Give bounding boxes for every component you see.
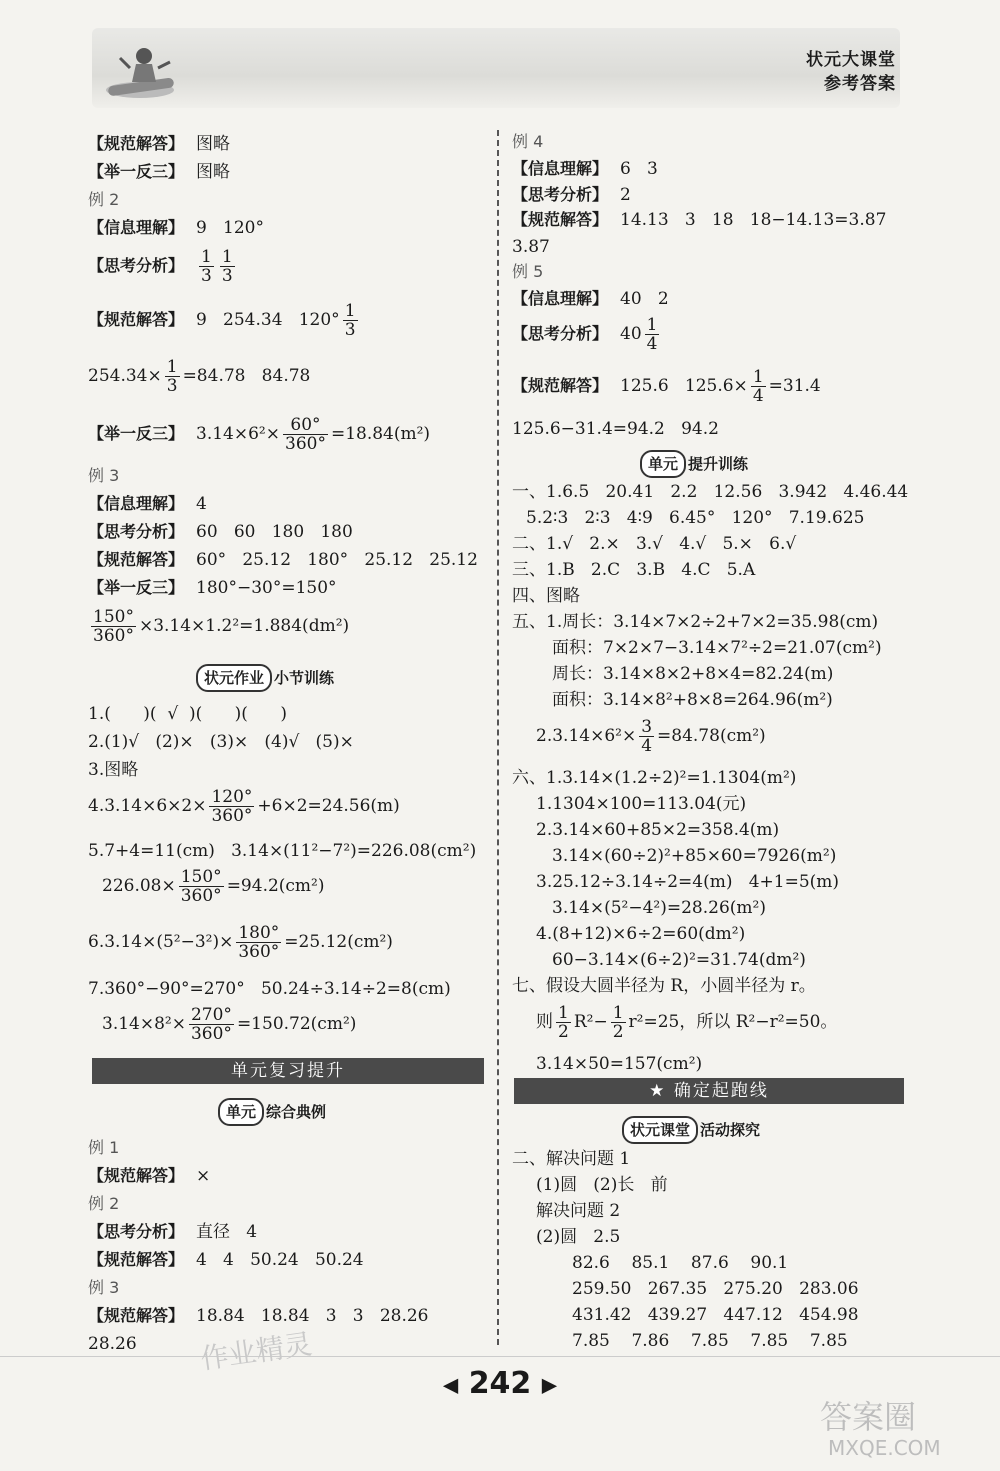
section-bar-starting-line [514, 1078, 904, 1104]
answer-key-label: 【举一反三】 [88, 162, 185, 181]
answer-line [88, 1165, 210, 1187]
answer-line [512, 316, 662, 353]
answer-line [88, 788, 400, 825]
answer-key-label: 【信息理解】 [88, 218, 185, 237]
answer-line [512, 1148, 630, 1170]
answer-text: 259.50 267.35 275.20 283.06 [572, 1279, 859, 1299]
brand-line-1: 状元大课堂 [806, 50, 896, 70]
answer-line [88, 416, 430, 453]
section-badge: 状元作业 [196, 664, 272, 692]
watermark-stamp: 作业精灵 [198, 1327, 314, 1376]
answer-key-label: 【信息理解】 [512, 159, 609, 178]
answer-key-label: 【举一反三】 [88, 424, 185, 443]
fraction-denominator: 360° [238, 942, 280, 962]
answer-text: 二、解决问题 1 [512, 1149, 631, 1169]
fraction [645, 316, 660, 353]
answer-key-label: 【信息理解】 [512, 289, 609, 308]
answer-text: 254.34× [88, 366, 162, 386]
answer-line [88, 1249, 364, 1271]
answer-line [88, 1333, 137, 1355]
answer-text: 180°−30°=150° [196, 578, 337, 598]
answer-key-label: 【思考分析】 [88, 522, 185, 541]
answer-line [88, 521, 353, 543]
fraction-denominator: 360° [211, 806, 253, 826]
example-label-text: 例 3 [88, 1278, 120, 1297]
answer-line [512, 533, 796, 555]
fraction-denominator: 2 [558, 1022, 569, 1042]
fraction-denominator: 2 [612, 1022, 624, 1042]
answer-text: =84.78 84.78 [182, 366, 311, 386]
answer-text: 面积：7×2×7−3.14×7²÷2=21.07(cm²) [552, 638, 882, 658]
answer-text: 60° 25.12 180° 25.12 25.12 [196, 550, 478, 570]
answer-line [536, 819, 779, 841]
answer-text: =150.72(cm²) [236, 1014, 357, 1034]
answer-key-label: 【规范解答】 [88, 134, 185, 153]
answer-line [88, 608, 349, 645]
section-title: 提升训练 [688, 455, 749, 473]
answer-line [88, 978, 451, 1000]
answer-line [512, 481, 908, 503]
answer-line [88, 759, 138, 781]
answer-line [572, 1278, 859, 1300]
fraction-numerator: 1 [344, 301, 356, 321]
footer-rule [0, 1356, 1000, 1357]
answer-text: 解决问题 2 [536, 1201, 621, 1221]
example-label-text: 例 3 [88, 466, 120, 485]
answer-line [536, 1226, 620, 1248]
answer-text: 五、1.周长：3.14×7×2÷2+7×2=35.98(cm) [512, 612, 879, 632]
section-heading-examples [218, 1098, 326, 1126]
answer-key-label: 【规范解答】 [88, 1306, 185, 1325]
fraction-numerator: 1 [201, 247, 212, 267]
example-label-text: 例 4 [512, 132, 544, 151]
example-label-text: 例 2 [88, 190, 120, 209]
answer-text: 3.14×8²× [102, 1014, 186, 1034]
section-badge: 单元 [640, 450, 686, 478]
answer-line [552, 663, 833, 685]
answer-text: × [196, 1166, 211, 1186]
answer-text: 7.85 7.86 7.85 7.85 7.85 [572, 1331, 848, 1351]
answer-text: ×3.14×1.2²=1.884(dm²) [138, 616, 350, 636]
example-label [512, 261, 543, 283]
brand-line-2: 参考答案 [824, 74, 896, 94]
fraction [179, 868, 224, 905]
answer-text: =25.12(cm²) [284, 932, 393, 952]
answer-line [88, 1221, 257, 1243]
answer-text: 图略 [196, 134, 231, 154]
answer-line [536, 718, 766, 755]
fraction [220, 248, 235, 285]
answer-key-label: 【规范解答】 [88, 550, 185, 569]
section-bar-title: 确定起跑线 [673, 1081, 769, 1101]
answer-line [572, 1330, 848, 1352]
answer-text: 9 120° [196, 218, 264, 238]
fraction-denominator: 3 [221, 266, 233, 286]
answer-text: =18.84(m²) [330, 424, 431, 444]
answer-text: r²=25，所以 R²−r²=50。 [628, 1012, 838, 1032]
answer-text: =94.2(cm²) [226, 876, 325, 896]
answer-line [512, 288, 669, 310]
answer-line [88, 358, 310, 395]
answer-text: 3.14×50=157(cm²) [536, 1054, 703, 1074]
answer-line [512, 767, 796, 789]
answer-text: 3.14×(60÷2)²+85×60=7926(m²) [552, 846, 837, 866]
answer-line [512, 209, 886, 231]
brand-title [806, 48, 896, 96]
fraction [556, 1004, 571, 1041]
watermark-logo: 答案圈 [820, 1398, 917, 1436]
answer-line [572, 1304, 859, 1326]
watermark-site: MXQE.COM [828, 1436, 941, 1460]
answer-line [88, 302, 361, 339]
answer-key-label: 【规范解答】 [88, 1166, 185, 1185]
answer-text: =31.4 [768, 376, 821, 396]
answer-text: 二、1.√ 2.× 3.√ 4.√ 5.× 6.√ [512, 534, 797, 554]
column-divider [497, 130, 499, 1345]
answer-key-label: 【思考分析】 [512, 324, 609, 343]
answer-key-label: 【思考分析】 [512, 185, 609, 204]
fraction-numerator: 1 [166, 357, 178, 377]
answer-line [88, 549, 478, 571]
arrow-left-icon: ◀ [442, 1372, 459, 1397]
answer-key-label: 【规范解答】 [512, 210, 609, 229]
example-label [88, 1277, 119, 1299]
section-badge: 单元 [218, 1098, 264, 1126]
section-title: 活动探究 [700, 1121, 761, 1139]
star-icon: ★ [649, 1081, 667, 1101]
fraction-numerator: 270° [190, 1005, 232, 1025]
answer-text: 3.14×6²× [196, 424, 280, 444]
answer-text: 周长：3.14×8×2+8×4=82.24(m) [552, 664, 834, 684]
answer-text: 125.6−31.4=94.2 94.2 [512, 419, 719, 439]
answer-line [102, 868, 325, 905]
answer-text: 七、假设大圆半径为 R，小圆半径为 r。 [512, 976, 816, 996]
answer-text: 1.( )( √ )( )( ) [88, 704, 287, 724]
section-title: 综合典例 [266, 1103, 327, 1121]
fraction [639, 718, 654, 755]
answer-line [572, 1252, 788, 1274]
answer-line [512, 585, 580, 607]
answer-line [512, 559, 755, 581]
section-badge: 状元课堂 [622, 1116, 698, 1144]
fraction [209, 788, 254, 825]
page-number-text: 242 [468, 1366, 532, 1401]
answer-text: 5.7+4=11(cm) 3.14×(11²−7²)=226.08(cm²) [88, 841, 477, 861]
fraction-numerator: 1 [646, 315, 658, 335]
example-label [88, 465, 119, 487]
answer-key-label: 【规范解答】 [88, 310, 185, 329]
answer-text: 40 [620, 324, 642, 344]
mascot-logo-icon [100, 42, 182, 102]
answer-text: 4.(8+12)×6÷2=60(dm²) [536, 924, 746, 944]
section-heading-activity [622, 1116, 760, 1144]
fraction-numerator: 180° [238, 923, 280, 943]
fraction-denominator: 360° [285, 434, 326, 454]
answer-text: 60−3.14×(6÷2)²=31.74(dm²) [552, 950, 806, 970]
answer-text: 40 2 [620, 289, 669, 309]
answer-key-label: 【思考分析】 [88, 256, 185, 275]
answer-text: (2)圆 2.5 [536, 1227, 621, 1247]
answer-line [512, 368, 821, 405]
answer-text: 431.42 439.27 447.12 454.98 [572, 1305, 859, 1325]
fraction-denominator: 360° [93, 626, 134, 646]
answer-text: 三、1.B 2.C 3.B 4.C 5.A [512, 560, 756, 580]
answer-line [526, 507, 864, 529]
example-label [88, 189, 119, 211]
answer-line [88, 133, 230, 155]
answer-key-label: 【信息理解】 [88, 494, 185, 513]
answer-line [512, 975, 816, 997]
answer-line [88, 703, 287, 725]
answer-line [88, 924, 393, 961]
answer-text: 4 4 50.24 50.24 [196, 1250, 364, 1270]
example-label-text: 例 5 [512, 262, 544, 281]
answer-text: 3.25.12÷3.14÷2=4(m) 4+1=5(m) [536, 872, 840, 892]
answer-line [536, 793, 746, 815]
header-banner [92, 28, 900, 108]
fraction [236, 924, 281, 961]
fraction-numerator: 1 [752, 367, 764, 387]
answer-text: +6×2=24.56(m) [257, 796, 400, 816]
answer-line [512, 418, 719, 440]
answer-text: 2.3.14×6²× [536, 726, 637, 746]
arrow-right-icon: ▶ [541, 1372, 558, 1397]
answer-line [536, 1053, 702, 1075]
answer-line [536, 1004, 837, 1041]
answer-text: 1.1304×100=113.04(元) [536, 794, 747, 814]
example-label [88, 1193, 119, 1215]
answer-text: 3.87 [512, 237, 550, 257]
fraction-numerator: 1 [221, 247, 233, 267]
answer-text: 2 [620, 185, 631, 205]
section-heading-exercise [196, 664, 334, 692]
example-label-text: 例 2 [88, 1194, 120, 1213]
fraction [189, 1006, 234, 1043]
answer-line [88, 217, 264, 239]
fraction [611, 1004, 626, 1041]
fraction-denominator: 360° [180, 886, 222, 906]
answer-text: 6.3.14×(5²−3²)× [88, 932, 234, 952]
answer-text: 18.84 18.84 3 3 28.26 [196, 1306, 429, 1326]
answer-key-label: 【思考分析】 [88, 1222, 185, 1241]
answer-text: 一、1.6.5 20.41 2.2 12.56 3.942 4.46.44 [512, 482, 909, 502]
answer-line [88, 731, 354, 753]
answer-text: 82.6 85.1 87.6 90.1 [572, 1253, 789, 1273]
answer-text: 14.13 3 18 18−14.13=3.87 [620, 210, 887, 230]
answer-text: =84.78(cm²) [657, 726, 766, 746]
answer-text: 3.14×(5²−4²)=28.26(m²) [552, 898, 766, 918]
answer-line [536, 1174, 668, 1196]
answer-line [512, 611, 878, 633]
fraction [165, 358, 180, 395]
answer-line [536, 871, 839, 893]
answer-text: 面积：3.14×8²+8×8=264.96(m²) [552, 690, 833, 710]
example-label [88, 1137, 119, 1159]
fraction-numerator: 3 [641, 717, 653, 737]
answer-line [88, 161, 230, 183]
answer-text: 9 254.34 120° [196, 310, 340, 330]
page-number [440, 1366, 560, 1401]
answer-line [88, 248, 238, 285]
answer-text: 3.图略 [88, 760, 139, 780]
fraction-denominator: 4 [641, 736, 653, 756]
answer-line [88, 493, 207, 515]
answer-text: 226.08× [102, 876, 176, 896]
answer-text: 2.(1)√ (2)× (3)× (4)√ (5)× [88, 732, 354, 752]
answer-line [536, 1200, 620, 1222]
answer-key-label: 【规范解答】 [512, 376, 609, 395]
answer-text: 图略 [196, 162, 231, 182]
answer-line [88, 1305, 429, 1327]
answer-line [88, 840, 476, 862]
example-label [512, 131, 543, 153]
answer-text: R²− [573, 1012, 608, 1032]
fraction [751, 368, 766, 405]
fraction-denominator: 4 [646, 334, 658, 354]
fraction-numerator: 1 [612, 1003, 624, 1023]
fraction-denominator: 360° [190, 1024, 232, 1044]
fraction-numerator: 1 [558, 1003, 569, 1023]
answer-text: 四、图略 [512, 586, 580, 606]
answer-line [552, 689, 833, 711]
answer-text: 7.360°−90°=270° 50.24÷3.14÷2=8(cm) [88, 979, 451, 999]
fraction [343, 302, 358, 339]
answer-line [512, 236, 550, 258]
answer-line [512, 184, 631, 206]
answer-text: 28.26 [88, 1334, 137, 1354]
section-bar-unit-review: 单元复习提升 [92, 1058, 484, 1084]
answer-line [88, 577, 337, 599]
answer-text: 直径 4 [196, 1222, 258, 1242]
fraction-numerator: 150° [93, 607, 134, 627]
answer-line [552, 897, 766, 919]
answer-text: 5.2∶3 2∶3 4∶9 6.45° 120° 7.19.625 [526, 508, 865, 528]
answer-text: 六、1.3.14×(1.2÷2)²=1.1304(m²) [512, 768, 797, 788]
answer-text: 60 60 180 180 [196, 522, 353, 542]
answer-line [552, 845, 836, 867]
answer-line [102, 1006, 356, 1043]
answer-text: 4.3.14×6×2× [88, 796, 207, 816]
answer-text: 2.3.14×60+85×2=358.4(m) [536, 820, 780, 840]
answer-line [552, 637, 882, 659]
answer-text: (1)圆 (2)长 前 [536, 1175, 668, 1195]
answer-text: 125.6 125.6× [620, 376, 748, 396]
answer-line [512, 158, 658, 180]
fraction [283, 416, 328, 453]
answer-text: 6 3 [620, 159, 658, 179]
fraction [91, 608, 136, 645]
answer-key-label: 【规范解答】 [88, 1250, 185, 1269]
example-label-text: 例 1 [88, 1138, 120, 1157]
fraction-numerator: 120° [211, 787, 253, 807]
fraction-denominator: 3 [344, 320, 356, 340]
section-heading-training [640, 450, 748, 478]
answer-text: 则 [536, 1012, 553, 1032]
fraction-denominator: 3 [201, 266, 212, 286]
fraction-denominator: 3 [166, 376, 178, 396]
answer-key-label: 【举一反三】 [88, 578, 185, 597]
answer-line [552, 949, 806, 971]
fraction-numerator: 150° [180, 867, 222, 887]
answer-text: 4 [196, 494, 207, 514]
fraction [199, 248, 214, 285]
fraction-numerator: 60° [283, 416, 328, 435]
answer-line [536, 923, 745, 945]
fraction-denominator: 4 [752, 386, 764, 406]
section-title: 小节训练 [274, 669, 335, 687]
